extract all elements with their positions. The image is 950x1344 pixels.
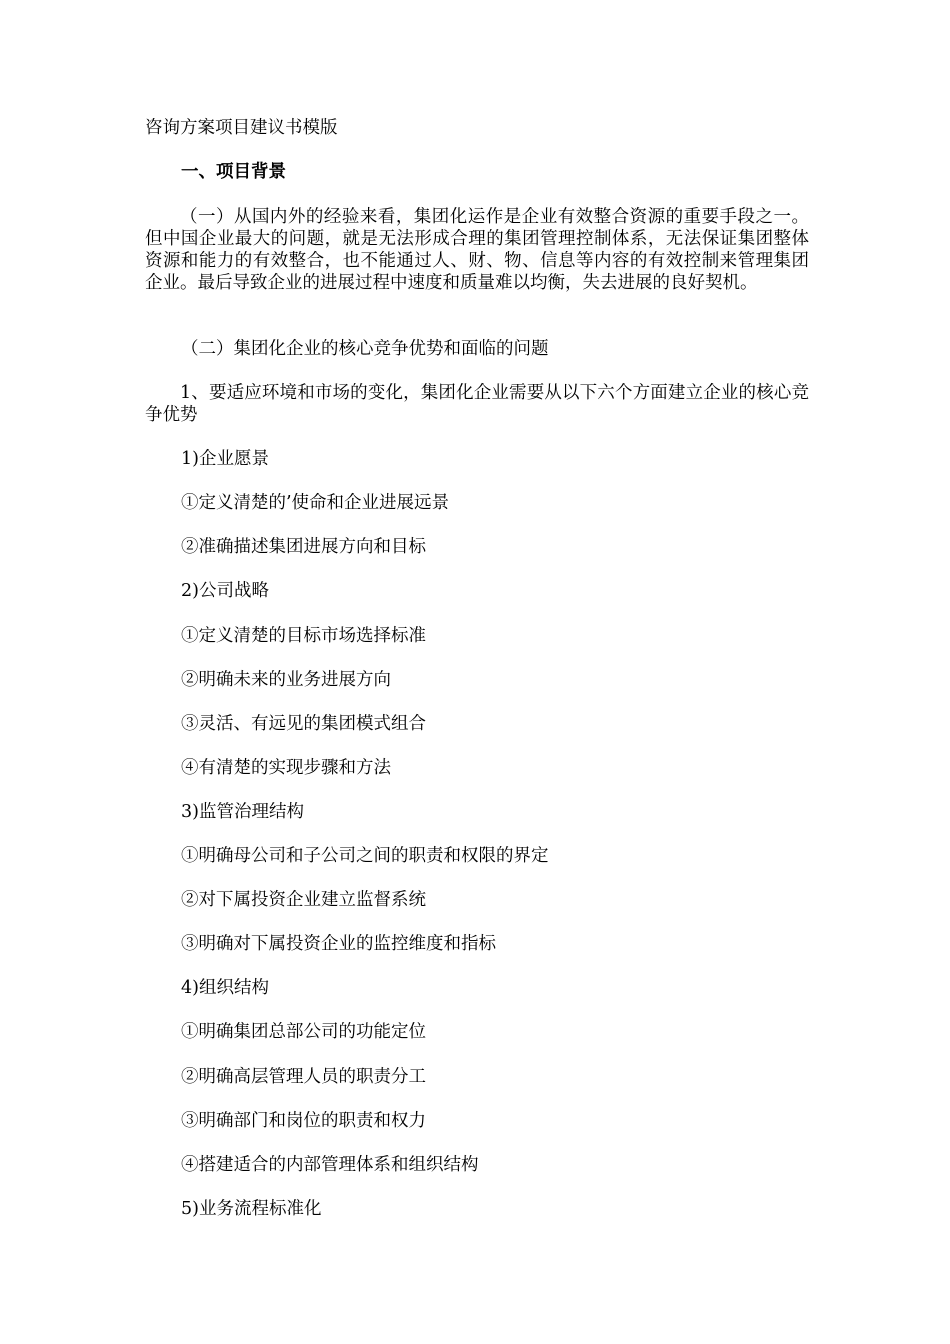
list-item: ②明确高层管理人员的职责分工 xyxy=(181,1067,426,1087)
core-advantage-paragraph: 1、要适应环境和市场的变化，集团化企业需要从以下六个方面建立企业的核心竞争优势 xyxy=(145,383,809,425)
list-item: ④搭建适合的内部管理体系和组织结构 xyxy=(181,1155,479,1175)
list-item: ②准确描述集团进展方向和目标 xyxy=(181,537,426,557)
subsection-heading: （二）集团化企业的核心竞争优势和面临的问题 xyxy=(181,339,549,359)
list-item: ②对下属投资企业建立监督系统 xyxy=(181,890,426,910)
list-item: ①明确集团总部公司的功能定位 xyxy=(181,1022,426,1042)
list-item: ②明确未来的业务进展方向 xyxy=(181,670,391,690)
list-item: ①定义清楚的目标市场选择标准 xyxy=(181,626,426,646)
list-item: ④有清楚的实现步骤和方法 xyxy=(181,758,391,778)
list-item: 2)公司战略 xyxy=(181,581,269,601)
list-item: ③灵活、有远见的集团模式组合 xyxy=(181,714,426,734)
list-item: ③明确部门和岗位的职责和权力 xyxy=(181,1111,426,1131)
document-title: 咨询方案项目建议书模版 xyxy=(145,118,338,138)
list-item: 3)监管治理结构 xyxy=(181,802,304,822)
background-paragraph-1: （一）从国内外的经验来看，集团化运作是企业有效整合资源的重要手段之一。但中国企业最大的问题，就是无法形成合理的集团管理控制体系，无法保证集团整体资源和能力的有效整合，也不能通过人、财、物、信息等内容的有效控制来管理集团企业。最后导致企业的进展过程中速度和质量难以均衡，失去进展的良好契机。 xyxy=(145,207,809,293)
list-item: ①明确母公司和子公司之间的职责和权限的界定 xyxy=(181,846,549,866)
list-item: 4)组织结构 xyxy=(181,978,269,998)
list-item: 1)企业愿景 xyxy=(181,449,269,469)
list-item: ①定义清楚的’使命和企业进展远景 xyxy=(181,493,450,513)
section-heading: 一、项目背景 xyxy=(181,162,286,182)
list-item: ③明确对下属投资企业的监控维度和指标 xyxy=(181,934,496,954)
list-item: 5)业务流程标准化 xyxy=(181,1199,322,1219)
